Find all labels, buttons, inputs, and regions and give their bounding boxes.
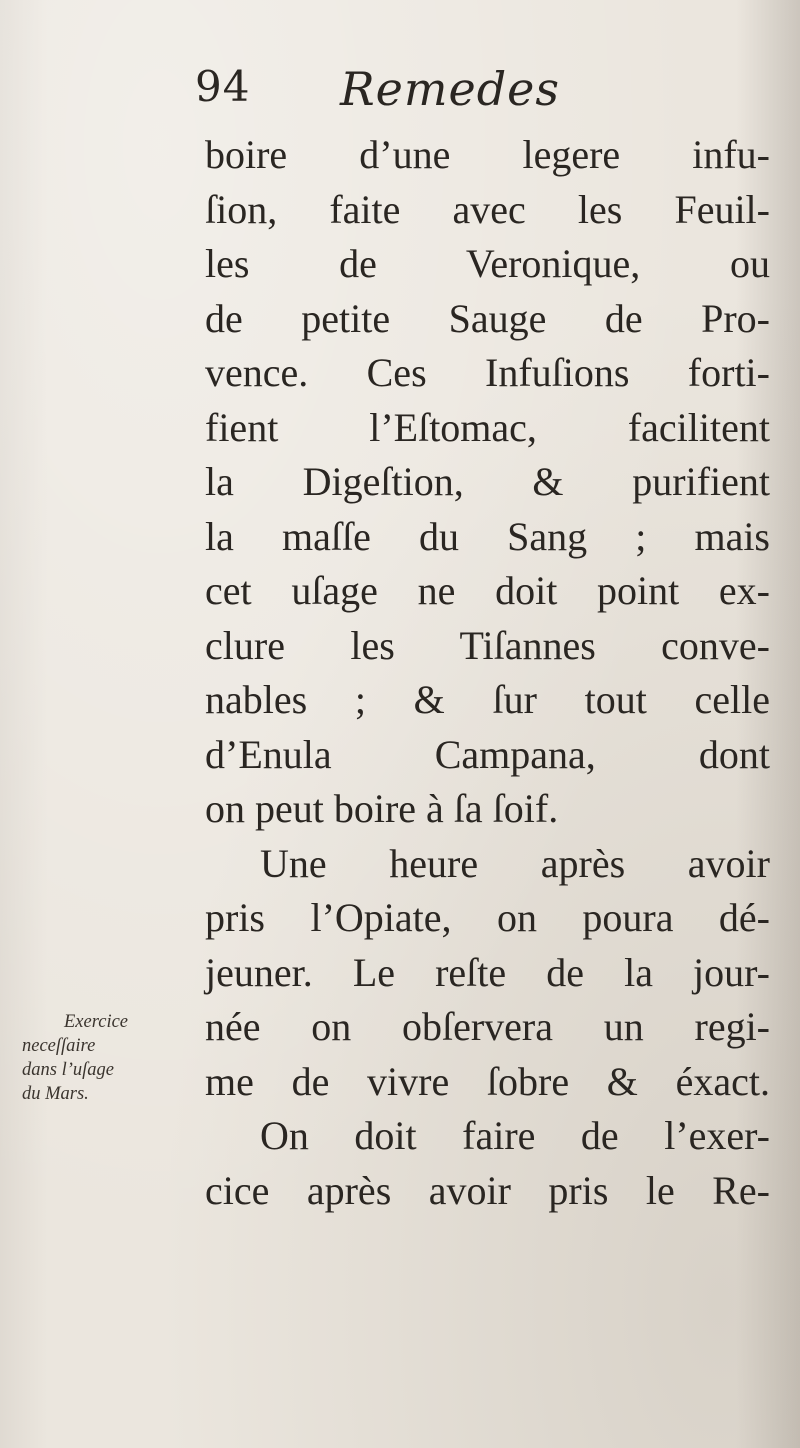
text-line: fient l’Eſtomac, facilitent: [205, 404, 770, 450]
margin-note-line: Exercice: [64, 1012, 129, 1032]
margin-note: [22, 1010, 192, 1106]
text-line: vence. Ces Infuſions forti-: [205, 350, 770, 395]
text-line: cet uſage ne doit point ex-: [205, 568, 770, 613]
text-line: jeuner. Le reſte de la jour-: [205, 949, 770, 995]
text-line: la maſſe du Sang ; mais: [205, 513, 770, 559]
text-line: on peut boire à ſa ſoif.: [205, 786, 559, 831]
running-title: Remedes: [340, 62, 560, 116]
text-line: de petite Sauge de Pro-: [205, 295, 770, 341]
margin-note-line: neceſſaire: [22, 1036, 96, 1056]
text-line: les de Veronique, ou: [205, 241, 770, 286]
text-line: nables ; & ſur tout celle: [205, 677, 770, 722]
text-line: d’Enula Campana, dont: [205, 731, 770, 777]
text-line: Une heure après avoir: [260, 840, 770, 886]
page-number: 94: [195, 62, 251, 111]
text-line: me de vivre ſobre & éxact.: [205, 1058, 770, 1104]
text-line: ſion, faite avec les Feuil-: [205, 186, 770, 232]
text-line: née on obſervera un regi-: [205, 1004, 770, 1049]
text-line: On doit faire de l’exer-: [260, 1113, 770, 1158]
text-line: boire d’une legere infu-: [205, 132, 770, 177]
margin-note-line: dans l’uſage: [22, 1060, 114, 1080]
text-line: pris l’Opiate, on poura dé-: [205, 895, 770, 940]
body-text: [205, 128, 770, 1218]
text-line: cice après avoir pris le Re-: [205, 1167, 770, 1213]
text-line: clure les Tiſannes conve-: [205, 622, 770, 668]
margin-note-line: du Mars.: [22, 1084, 89, 1104]
text-line: la Digeſtion, & purifient: [205, 459, 770, 504]
